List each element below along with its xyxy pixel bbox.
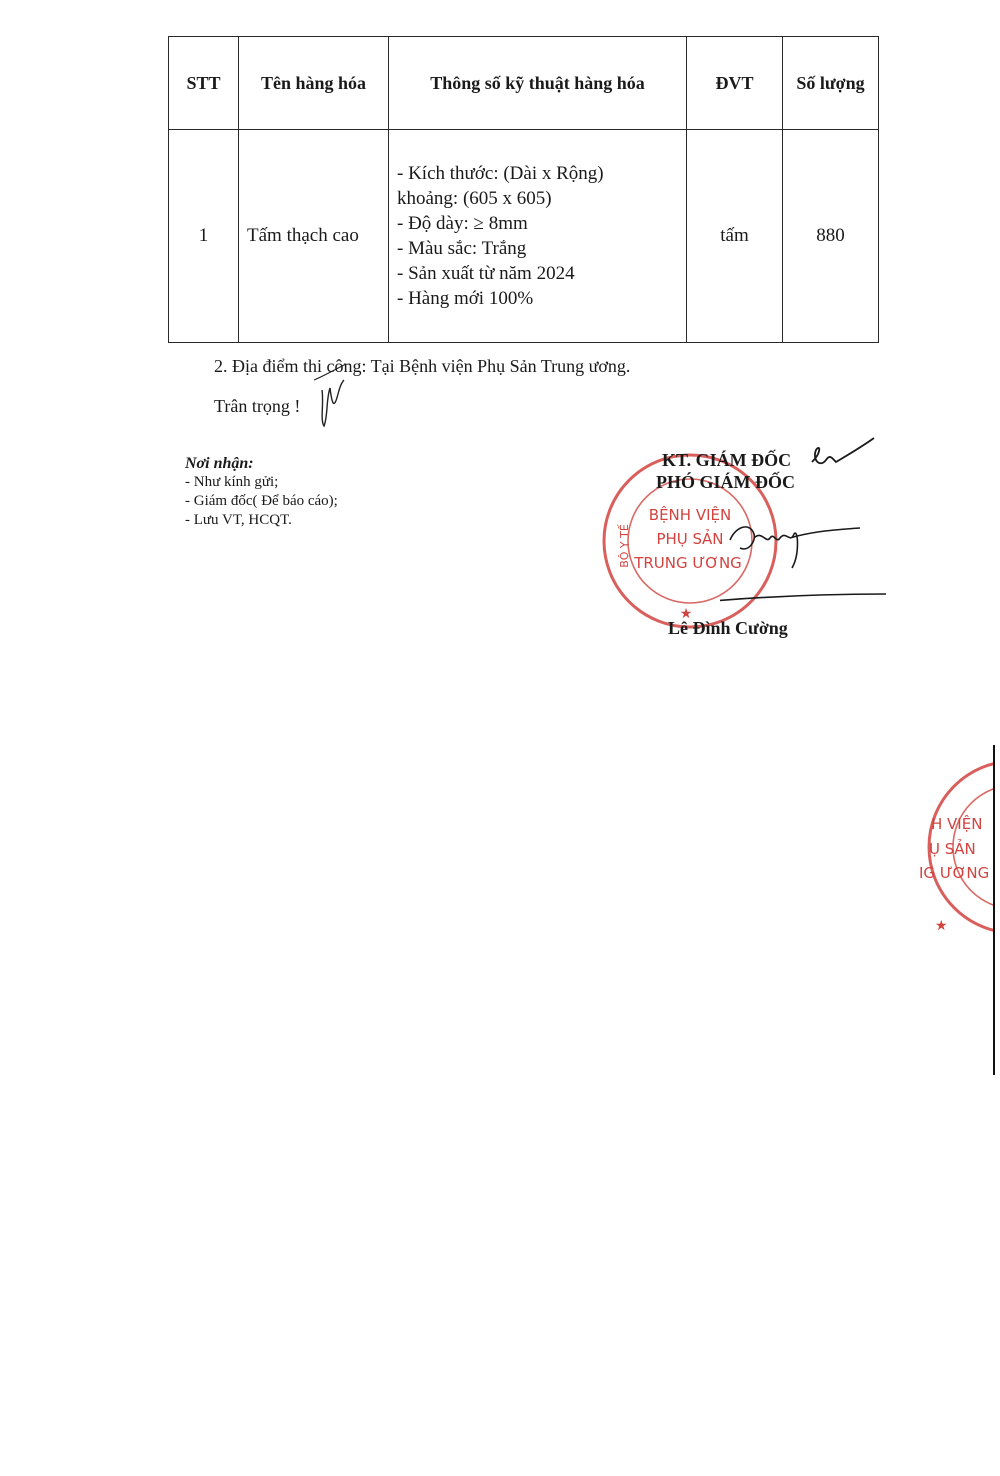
edge-stamp-text: IG ƯƠNG: [919, 864, 990, 882]
edge-stamp-star-icon: ★: [935, 919, 948, 934]
signer-name: Lê Đình Cường: [668, 618, 788, 638]
signature-title-2: PHÓ GIÁM ĐỐC: [656, 472, 795, 492]
recipients-block: [185, 454, 338, 530]
spec-line: khoảng: (605 x 605): [397, 188, 552, 209]
header-name: Tên hàng hóa: [239, 37, 389, 130]
spec-line: - Màu sắc: Trắng: [397, 238, 527, 259]
construction-location: 2. Địa điểm thi công: Tại Bệnh viện Phụ Sản Trung ương.: [214, 356, 631, 376]
signature-title-1: KT. GIÁM ĐỐC: [662, 450, 792, 470]
header-stt: STT: [169, 37, 239, 130]
goods-table: [168, 36, 879, 343]
cell-qty: 880: [783, 130, 879, 343]
header-qty: Số lượng: [783, 37, 879, 130]
header-spec: Thông số kỹ thuật hàng hóa: [389, 37, 687, 130]
cell-name: Tấm thạch cao: [239, 130, 389, 343]
closing-remark: Trân trọng !: [214, 396, 301, 416]
stamp-side-text: BỘ Y TẾ: [618, 524, 631, 568]
spec-line: - Độ dày: ≥ 8mm: [397, 213, 528, 234]
table-row: [169, 130, 879, 343]
cell-stt: 1: [169, 130, 239, 343]
recipient-item: - Như kính gửi;: [185, 474, 279, 490]
stamp-line-2: PHỤ SẢN: [656, 530, 724, 548]
handwritten-signature: [720, 434, 890, 614]
signature-block: [600, 446, 900, 646]
initials-mark: [312, 360, 352, 432]
stamp-line-1: BỆNH VIỆN: [648, 506, 732, 524]
cell-unit: tấm: [687, 130, 783, 343]
page-edge-line: [993, 745, 995, 1075]
recipients-title: Nơi nhận:: [185, 455, 254, 472]
stamp-star-icon: ★: [679, 607, 693, 622]
spec-line: - Hàng mới 100%: [397, 288, 534, 309]
header-unit: ĐVT: [687, 37, 783, 130]
recipient-item: - Giám đốc( Để báo cáo);: [185, 493, 338, 509]
edge-stamp-text: H VIỆN: [931, 815, 983, 833]
cell-spec: [389, 130, 687, 343]
edge-stamp-text: Ụ SẢN: [929, 840, 976, 858]
spec-line: - Sản xuất từ năm 2024: [397, 263, 575, 284]
table-header-row: [169, 37, 879, 130]
recipient-item: - Lưu VT, HCQT.: [185, 512, 292, 528]
spec-line: - Kích thước: (Dài x Rộng): [397, 163, 604, 184]
edge-stamp: [915, 752, 993, 942]
stamp-line-3: TRUNG ƯƠNG: [634, 554, 742, 572]
